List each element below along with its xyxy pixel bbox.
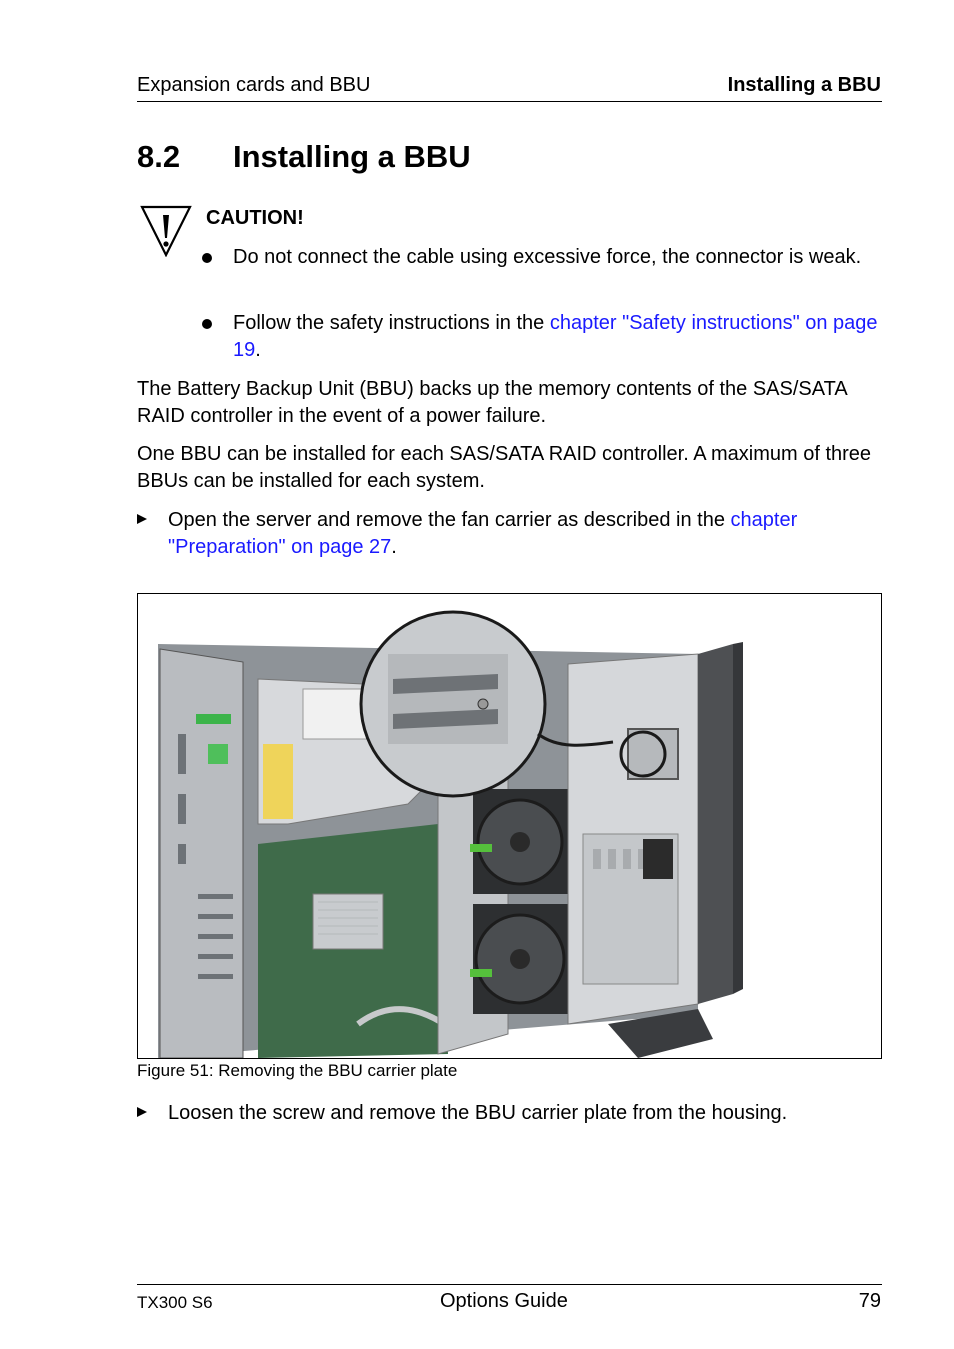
figure-frame <box>137 593 882 1059</box>
header-rule <box>137 101 882 102</box>
caution-item: Do not connect the cable using excessive force, the connector is weak. <box>233 246 862 268</box>
step-text: Loosen the screw and remove the BBU carrier plate from the housing. <box>168 1102 788 1124</box>
body-paragraph: The Battery Backup Unit (BBU) backs up the memory contents of the SAS/SATA RAID controller in the event of a power failure. <box>137 378 847 427</box>
warning-icon <box>140 205 192 257</box>
step-text: Open the server and remove the fan carrier as described in the chapter "Preparation" on page 27. <box>168 509 798 558</box>
section-title: Installing a BBU <box>233 139 471 174</box>
page-number: 79 <box>858 1290 881 1312</box>
step-arrow-icon <box>137 1107 147 1117</box>
footer-title: Options Guide <box>440 1290 568 1312</box>
caution-item: Follow the safety instructions in the chapter "Safety instructions" on page 19. <box>233 312 878 361</box>
figure-caption: Figure 51: Removing the BBU carrier plate <box>137 1061 458 1080</box>
footer-product: TX300 S6 <box>137 1293 213 1312</box>
section-number: 8.2 <box>137 139 181 174</box>
server-photo-icon <box>138 594 881 1058</box>
bullet-dot <box>202 253 212 263</box>
footer-rule <box>137 1284 882 1285</box>
bullet-dot <box>202 319 212 329</box>
step-arrow-icon <box>137 514 147 524</box>
preparation-link[interactable]: chapter "Preparation" on page 27 <box>168 509 798 558</box>
running-header-right: Installing a BBU <box>727 74 881 96</box>
caution-label: CAUTION! <box>206 207 304 229</box>
running-header-left: Expansion cards and BBU <box>137 74 371 96</box>
body-paragraph: One BBU can be installed for each SAS/SATA RAID controller. A maximum of three BBUs can be installed for each system. <box>137 443 872 492</box>
safety-instructions-link[interactable]: chapter "Safety instructions" on page 19 <box>233 312 878 361</box>
